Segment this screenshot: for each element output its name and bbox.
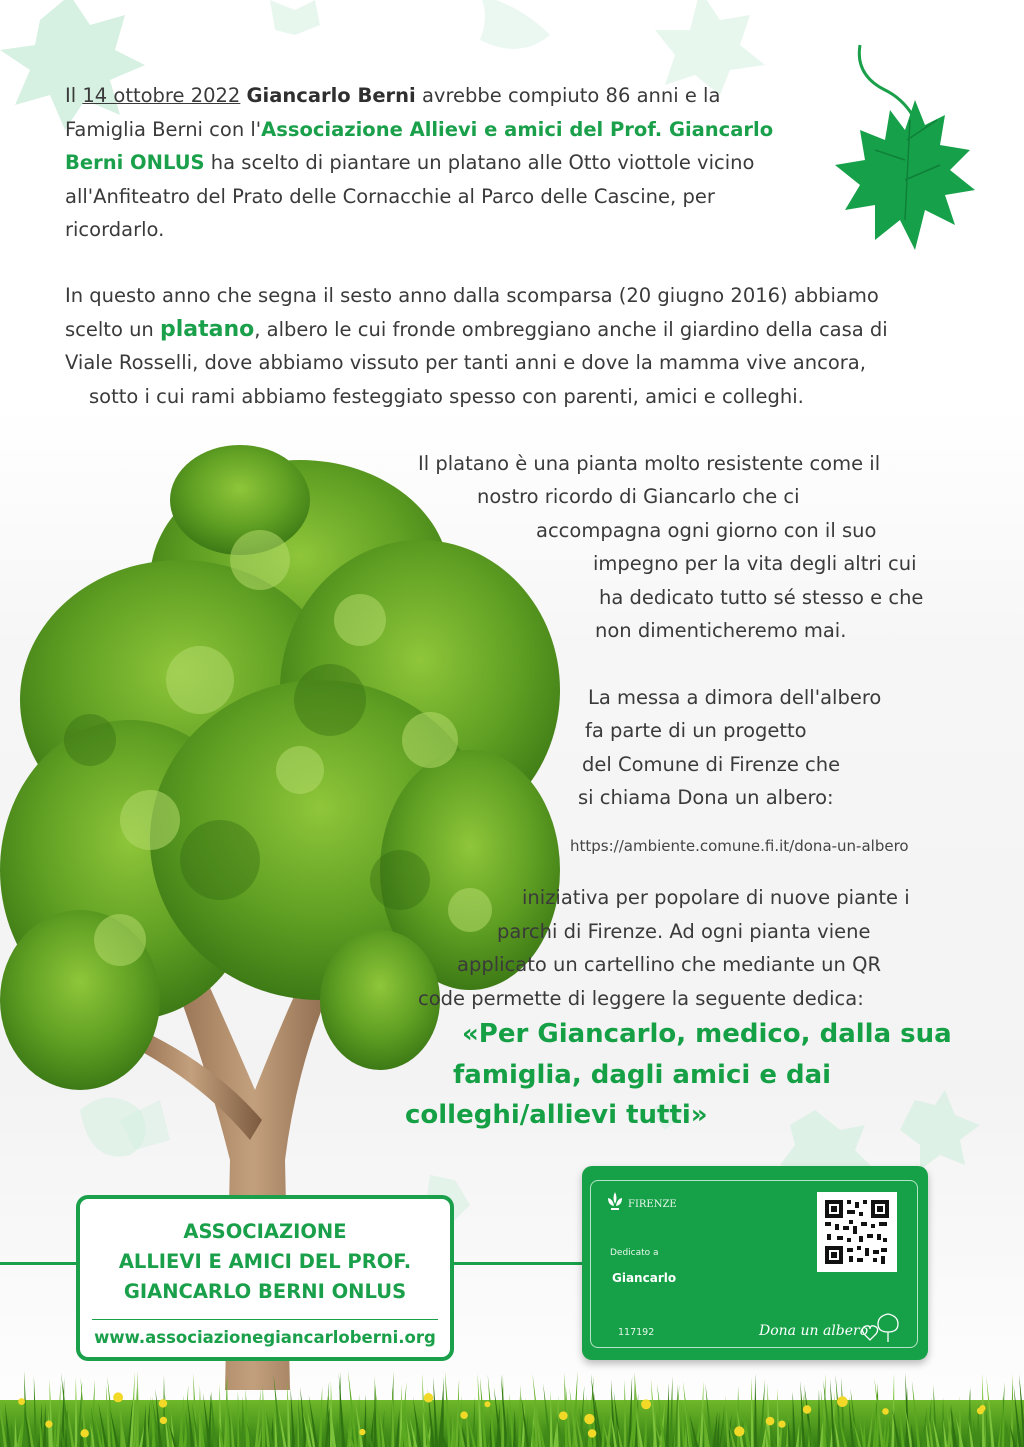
grass-strip <box>0 1340 1024 1447</box>
platano-text-1: In questo anno che segna il sesto anno dalla scomparsa (20 giugno 2016) abbiamo scelto un <box>65 284 879 341</box>
dedication-line-2: famiglia, dagli amici e dai <box>453 1060 832 1090</box>
resilience-line-3: accompagna ogni giorno con il suo <box>536 519 877 542</box>
flower <box>45 1421 52 1428</box>
card-dedicated-label: Dedicato a <box>610 1248 659 1258</box>
project-line-4: si chiama Dona un albero: <box>578 786 834 809</box>
flower <box>977 1407 984 1414</box>
flower <box>424 1393 433 1402</box>
card-number: 117192 <box>618 1327 655 1338</box>
initiative-line-3: applicato un cartellino che mediante un QR <box>457 953 882 976</box>
flower <box>734 1426 744 1436</box>
resilience-line-6: non dimenticheremo mai. <box>595 619 847 642</box>
intro-text-1: Il <box>65 84 83 107</box>
association-box-divider <box>92 1319 438 1320</box>
resilience-line-1: Il platano è una pianta molto resistente come il <box>418 452 881 475</box>
flower <box>160 1417 167 1424</box>
platano-word: platano <box>160 316 255 342</box>
florence-lily-icon <box>604 1190 626 1214</box>
flower <box>803 1405 811 1413</box>
project-line-1: La messa a dimora dell'albero <box>588 686 882 709</box>
flower <box>837 1396 848 1407</box>
association-name: Associazione Allievi e amici del Prof. Giancarlo Berni ONLUS <box>65 117 774 174</box>
initiative-line-4: code permette di leggere la seguente dedica: <box>418 987 864 1010</box>
platano-text-2: , albero le cui fronde ombreggiano anche il giardino della casa di Viale Rosselli, dove abbiamo vissuto per tanti anni e dove la mamma vive ancora, <box>65 317 888 374</box>
flower <box>359 1429 365 1435</box>
maple-leaf-icon <box>825 40 975 250</box>
association-website-link[interactable]: www.associazionegiancarloberni.org <box>94 1328 436 1347</box>
flower <box>882 1408 889 1415</box>
project-line-2: fa parte di un progetto <box>585 719 807 742</box>
resilience-line-2: nostro ricordo di Giancarlo che ci <box>477 485 800 508</box>
platano-last-line: sotto i cui rami abbiamo festeggiato spesso con parenti, amici e colleghi. <box>89 385 804 408</box>
association-box-title <box>80 1217 450 1307</box>
dedication-line-3: colleghi/allievi tutti» <box>405 1100 708 1130</box>
dedication-line-1: «Per Giancarlo, medico, dalla sua <box>462 1019 952 1049</box>
intro-paragraph <box>65 79 795 247</box>
flower <box>18 1398 25 1405</box>
initiative-line-2: parchi di Firenze. Ad ogni pianta viene <box>497 920 871 943</box>
flower <box>484 1401 490 1407</box>
flower <box>584 1414 594 1424</box>
flower <box>460 1411 468 1419</box>
card-program-name: Dona un albero <box>759 1323 869 1339</box>
flower <box>588 1429 597 1438</box>
resilience-line-4: impegno per la vita degli altri cui <box>593 552 917 575</box>
dedication-tag-card <box>582 1166 928 1360</box>
card-dedicated-name: Giancarlo <box>612 1271 677 1285</box>
memorial-date: 14 ottobre 2022 <box>82 84 241 107</box>
flower <box>641 1399 651 1409</box>
association-title-line-1: ASSOCIAZIONE <box>183 1220 347 1243</box>
association-box <box>76 1195 454 1361</box>
initiative-line-1: iniziativa per popolare di nuove piante i <box>522 886 910 909</box>
flower <box>778 1420 785 1427</box>
card-logo-text: FIRENZE <box>628 1199 677 1210</box>
flower <box>559 1411 568 1420</box>
project-link[interactable]: https://ambiente.comune.fi.it/dona-un-albero <box>570 837 909 855</box>
person-name: Giancarlo Berni <box>246 84 416 107</box>
flower <box>159 1399 167 1407</box>
flower <box>80 1429 88 1437</box>
flower <box>113 1392 123 1402</box>
flower <box>766 1417 775 1426</box>
project-line-3: del Comune di Firenze che <box>582 753 841 776</box>
qr-code-pattern <box>817 1192 897 1272</box>
resilience-line-5: ha dedicato tutto sé stesso e che <box>599 586 924 609</box>
platano-paragraph <box>65 279 935 380</box>
intro-text-3: ha scelto di piantare un platano alle Otto viottole vicino all'Anfiteatro del Prato delle Cornacchie al Parco delle Cascine, per ricordarlo. <box>65 151 755 241</box>
qr-code <box>817 1192 897 1272</box>
association-title-line-3: GIANCARLO BERNI ONLUS <box>123 1280 407 1303</box>
association-title-line-2: ALLIEVI E AMICI DEL PROF. <box>118 1250 412 1273</box>
intro-text-2: avrebbe compiuto 86 anni e la Famiglia Berni con l' <box>65 84 721 141</box>
